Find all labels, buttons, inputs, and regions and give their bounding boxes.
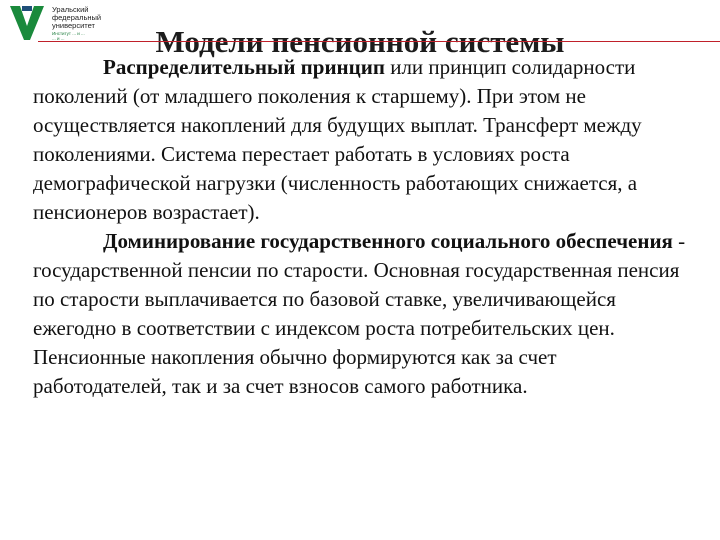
title-divider — [38, 41, 720, 42]
paragraph-distributive-principle — [33, 53, 695, 227]
paragraph-1-text: или принцип солидарности поколений (от младшего поколения к старшему). При этом не осуществляется накоплений для будущих выплат. Трансферт между поколениями. Система перестает работать в условиях роста демографической нагрузки (численность работающих снижается, а пенсионеров возрастает). — [33, 55, 642, 224]
logo-sub-2: ... и ... — [52, 36, 65, 41]
logo-sub-1: Институт ... и ... — [52, 31, 85, 36]
slide-body — [33, 53, 695, 401]
paragraph-2-text: - государственной пенсии по старости. Основная государственная пенсия по старости выплачивается по базовой ставке, увеличивающейся ежегодно в соответствии с индексом роста потребительских цен. Пенсионные накопления обычно формируются как за счет работодателей, так и за счет взносов самого работника. — [33, 229, 686, 398]
slide-title: Модели пенсионной системы — [155, 24, 565, 59]
term-state-dominance: Доминирование государственного социального обеспечения — [103, 229, 673, 253]
logo-line-1: Уральский — [52, 5, 89, 14]
logo-line-3: университет — [52, 21, 95, 30]
paragraph-state-dominance — [33, 227, 695, 401]
term-distributive-principle: Распределительный принцип — [103, 55, 385, 79]
logo-line-2: федеральный — [52, 13, 102, 22]
